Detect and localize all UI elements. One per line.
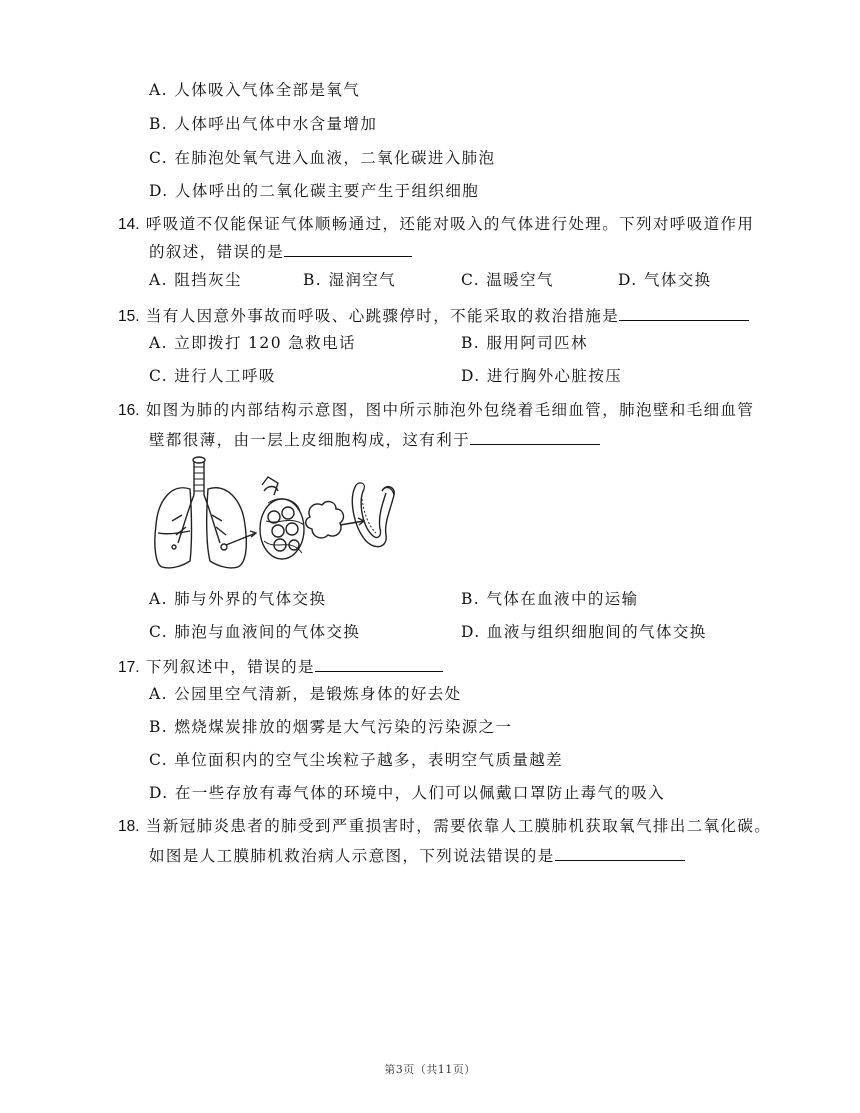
q14-option-d: D. 气体交换	[618, 271, 712, 289]
q16-option-a: A. 肺与外界的气体交换	[149, 590, 327, 608]
q16-stem-line2	[149, 428, 600, 450]
q16-stem-text-2: 壁都很薄，由一层上皮细胞构成，这有利于	[149, 431, 471, 449]
q18-stem-text: 当新冠肺炎患者的肺受到严重损害时，需要依靠人工膜肺机获取氧气排出二氧化碳。	[145, 817, 772, 835]
q17-option-c: C. 单位面积内的空气尘埃粒子越多，表明空气质量越差	[149, 751, 564, 769]
answer-blank	[284, 240, 412, 257]
q14-option-b: B. 湿润空气	[303, 271, 397, 289]
q15-stem-text: 当有人因意外事故而呼吸、心跳骤停时，不能采取的救治措施是	[145, 307, 620, 325]
q14-stem-text-2: 的叙述，错误的是	[149, 243, 285, 261]
q13-option-b: B. 人体呼出气体中水含量增加	[149, 115, 378, 133]
q16-stem-line1	[118, 400, 754, 421]
answer-blank	[619, 304, 749, 321]
q13-option-d: D. 人体呼出的二氧化碳主要产生于组织细胞	[149, 182, 480, 200]
q16-option-d: D. 血液与组织细胞间的气体交换	[461, 623, 707, 641]
q16-number: 16.	[118, 402, 140, 419]
q18-number: 18.	[118, 818, 140, 835]
q14-option-c: C. 温暖空气	[461, 271, 554, 289]
q15-stem	[118, 304, 749, 327]
q15-option-b: B. 服用阿司匹林	[461, 334, 588, 352]
page-footer: 第3页（共11页）	[384, 1063, 476, 1076]
q16-option-b: B. 气体在血液中的运输	[461, 590, 639, 608]
q13-option-c: C. 在肺泡处氧气进入血液，二氧化碳进入肺泡	[149, 149, 496, 167]
q16-option-c: C. 肺泡与血液间的气体交换	[149, 623, 361, 641]
q17-option-b: B. 燃烧煤炭排放的烟雾是大气污染的污染源之一	[149, 718, 513, 736]
q17-option-a: A. 公园里空气清新，是锻炼身体的好去处	[149, 685, 462, 703]
q17-option-d: D. 在一些存放有毒气体的环境中，人们可以佩戴口罩防止毒气的吸入	[149, 784, 666, 802]
q18-stem-text-2: 如图是人工膜肺机救治病人示意图，下列说法错误的是	[149, 847, 555, 865]
q14-option-a: A. 阻挡灰尘	[149, 271, 242, 289]
answer-blank	[315, 655, 443, 672]
q15-option-d: D. 进行胸外心脏按压	[461, 367, 623, 385]
q17-stem-text: 下列叙述中，错误的是	[145, 658, 315, 676]
q15-number: 15.	[118, 308, 140, 325]
answer-blank	[555, 844, 685, 861]
q15-option-c: C. 进行人工呼吸	[149, 367, 276, 385]
q14-stem-text: 呼吸道不仅能保证气体顺畅通过，还能对吸入的气体进行处理。下列对呼吸道作用	[145, 215, 755, 233]
q14-stem-line2	[149, 240, 412, 262]
q15-option-a: A. 立即拨打 120 急救电话	[149, 334, 356, 352]
q18-stem-line1	[118, 816, 771, 837]
q14-stem-line1	[118, 214, 754, 235]
answer-blank	[470, 428, 600, 445]
q18-stem-line2	[149, 844, 685, 866]
q14-number: 14.	[118, 216, 140, 233]
q16-stem-text: 如图为肺的内部结构示意图，图中所示肺泡外包绕着毛细血管，肺泡壁和毛细血管	[145, 401, 755, 419]
q17-stem	[118, 655, 443, 678]
lung-structure-diagram	[150, 455, 410, 580]
q13-option-a: A. 人体吸入气体全部是氧气	[149, 81, 361, 99]
q17-number: 17.	[118, 659, 140, 676]
